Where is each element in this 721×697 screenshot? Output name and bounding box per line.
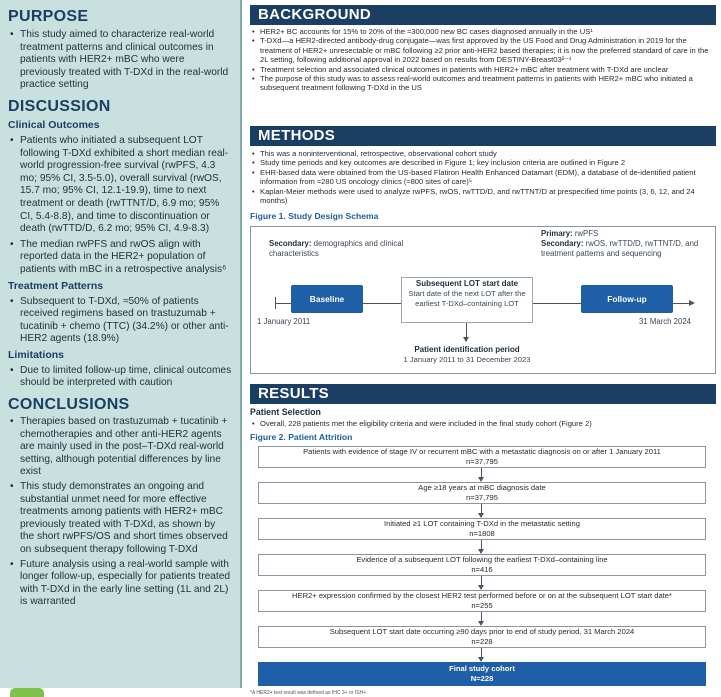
subsequent-lot-box [401, 277, 533, 323]
end-date: 31 March 2024 [639, 317, 692, 326]
attrition-step-text: Age ≥18 years at mBC diagnosis date [418, 483, 546, 492]
results-list [250, 419, 716, 428]
clinical-outcomes-bullet: • The median rwPFS and rwOS align with reported data in the HER2+ population of patients with mBC in a retrospective analysis⁶ [8, 239, 232, 277]
study-design-schema [250, 226, 716, 374]
lot-text: Start date of the next LOT after the earliest T-DXd–containing LOT [408, 289, 526, 308]
lot-title: Subsequent LOT start date [415, 279, 519, 288]
purpose-section [8, 8, 232, 92]
background-list [250, 27, 716, 93]
background-bullet: • T-DXd—a HER2-directed antibody-drug conjugate—was first approved by the US Food and Drug Administration in 2019 for the treatment of HER2+ unresectable or mBC following ≥2 prior anti-HER2 based therapies; it is now the preferred standard of care in the 2L setting, following additional approval in 2022 based on results from DESTINY-Breast03²⁻⁴ [250, 36, 716, 64]
attrition-step [258, 626, 706, 648]
conclusions-bullet: • This study demonstrates an ongoing and substantial unmet need for more effective treatments among patients with HER2+ mBC previously treated with T-DXd, as shown by the short rwPFS/OS and short times observed on subsequent therapy following T-DXd [8, 481, 232, 557]
attrition-step [258, 554, 706, 576]
purpose-bullet: • This study aimed to characterize real-world treatment patterns and clinical outcomes in patients with HER2+ mBC who were previously treated with T-DXd in the real-world practice setting [8, 29, 232, 92]
treatment-patterns-bullet: • Subsequent to T-DXd, ≈50% of patients received regimens based on trastuzumab + tucatinib + chemo (TTC) (34.2%) or other anti-HER2 agents (18.9%) [8, 296, 232, 346]
attrition-step-n: n=37,795 [466, 492, 498, 502]
attrition-step [258, 518, 706, 540]
down-arrow-icon [463, 337, 469, 342]
final-cohort-box [258, 662, 706, 686]
primary-endpoint [541, 229, 711, 259]
attrition-step [258, 446, 706, 468]
secondary-right-label: Secondary: [541, 239, 584, 248]
figure2-title: Figure 2. Patient Attrition [250, 432, 353, 442]
clinical-outcomes-list [8, 135, 232, 277]
limitations-bullet: • Due to limited follow-up time, clinical outcomes should be interpreted with caution [8, 365, 232, 390]
left-panel [0, 0, 242, 688]
attrition-step-text: Subsequent LOT start date occurring ≥90 days prior to end of study period, 31 March 2024 [329, 627, 635, 636]
attrition-step-text: Evidence of a subsequent LOT following the earliest T-DXd–containing line [356, 555, 608, 564]
methods-list [250, 149, 716, 205]
attrition-step-text: Patients with evidence of stage IV or recurrent mBC with a metastatic diagnosis on or after 1 January 2011 [303, 447, 661, 456]
patient-identification-period [341, 345, 593, 365]
pid-title: Patient identification period [414, 345, 520, 354]
methods-bullet: • Study time periods and key outcomes are described in Figure 1; key inclusion criteria are outlined in Figure 2 [250, 158, 716, 167]
purpose-title: PURPOSE [8, 8, 89, 25]
attrition-step [258, 482, 706, 504]
secondary-left-value: demographics and clinical characteristics [269, 239, 404, 258]
purpose-list [8, 29, 232, 92]
attrition-step-n: n=37,795 [466, 456, 498, 466]
green-tab [10, 688, 44, 697]
final-cohort-n: N=228 [470, 673, 494, 683]
conclusions-bullet: • Future analysis using a real-world sample with longer follow-up, especially for patients treated with T-DXd in the early line setting (1L and 2L) is warranted [8, 559, 232, 609]
methods-bullet: • This was a noninterventional, retrospective, observational cohort study [250, 149, 716, 158]
secondary-right-value: rwOS, rwTTD/D, rwTTNT/D, and treatment patterns and sequencing [541, 239, 699, 258]
methods-banner: METHODS [250, 126, 716, 146]
figure1-title: Figure 1. Study Design Schema [250, 211, 379, 221]
background-bullet: • Treatment selection and associated clinical outcomes in patients with HER2+ mBC after treatment with T-DXd are unclear [250, 65, 716, 74]
start-date: 1 January 2011 [257, 317, 311, 326]
pid-dates: 1 January 2011 to 31 December 2023 [403, 355, 531, 364]
secondary-endpoint-left [269, 239, 439, 259]
baseline-box: Baseline [291, 285, 363, 313]
final-cohort-label: Final study cohort [449, 664, 515, 673]
attrition-step-n: n=255 [471, 600, 493, 610]
attrition-footnote: *A HER2+ test result was defined as IHC 3+ or ISH+. [250, 690, 368, 696]
results-bullet: • Overall, 228 patients met the eligibility criteria and were included in the final study cohort (Figure 2) [250, 419, 716, 428]
conclusions-list [8, 416, 232, 609]
attrition-step [258, 590, 706, 612]
primary-value: rwPFS [574, 229, 599, 238]
methods-bullet: • EHR-based data were obtained from the US-based Flatiron Health Enhanced Datamart (EDM), a database of de-identified patient information from ≈280 US oncology clinics (≈800 sites of care)⁵ [250, 168, 716, 187]
conclusions-title: CONCLUSIONS [8, 396, 130, 414]
background-bullet: • The purpose of this study was to assess real-world outcomes and treatment patterns in patients with HER2+ mBC who initiated a subsequent treatment following T-DXd in the US [250, 74, 716, 93]
primary-label: Primary: [541, 229, 573, 238]
treatment-patterns-list [8, 296, 232, 346]
conclusions-bullet: • Therapies based on trastuzumab + tucatinib + chemotherapies and other anti-HER2 agents are mainly used in the post–T-DXd real-world setting, although potential differences by line exist [8, 416, 232, 479]
followup-box: Follow-up [581, 285, 673, 313]
methods-bullet: • Kaplan-Meier methods were used to analyze rwPFS, rwOS, rwTTD/D, and rwTTNT/D at prespecified time points (3, 6, 12, and 24 months) [250, 187, 716, 206]
discussion-title: DISCUSSION [8, 97, 111, 115]
attrition-step-n: n=1808 [469, 528, 495, 538]
background-banner: BACKGROUND [250, 5, 716, 25]
attrition-step-n: n=416 [471, 564, 493, 574]
timeline-arrow-icon [689, 300, 695, 306]
attrition-step-text: Initiated ≥1 LOT containing T-DXd in the metastatic setting [384, 519, 580, 528]
secondary-left-label: Secondary: [269, 239, 312, 248]
treatment-patterns-heading: Treatment Patterns [8, 279, 104, 292]
clinical-outcomes-bullet: • Patients who initiated a subsequent LOT following T-DXd exhibited a short median real-world progression-free survival (rwPFS, 4.3 mo; 95% CI, 3.5-5.0), overall survival (rwOS, 15.7 mo; 95% CI, 12.1-19.9), time to next treatment or death (rwTTNT/D, 6.9 mo; 95% CI, 5.4-8.8), and time to discontinuation or death (rwTTD/D, 6.2 mo; 95% CI, 4.9-8.3) [8, 135, 232, 236]
timeline-start-tick [275, 297, 276, 309]
attrition-step-n: n=228 [471, 636, 493, 646]
clinical-outcomes-heading: Clinical Outcomes [8, 118, 100, 131]
results-banner: RESULTS [250, 384, 716, 404]
patient-selection-heading: Patient Selection [250, 407, 321, 417]
attrition-step-text: HER2+ expression confirmed by the closest HER2 test performed before or on at the subsequent LOT start date* [292, 591, 672, 600]
limitations-heading: Limitations [8, 348, 65, 361]
limitations-list [8, 365, 232, 390]
background-bullet: • HER2+ BC accounts for 15% to 20% of the ≈300,000 new BC cases diagnosed annually in the US¹ [250, 27, 716, 36]
